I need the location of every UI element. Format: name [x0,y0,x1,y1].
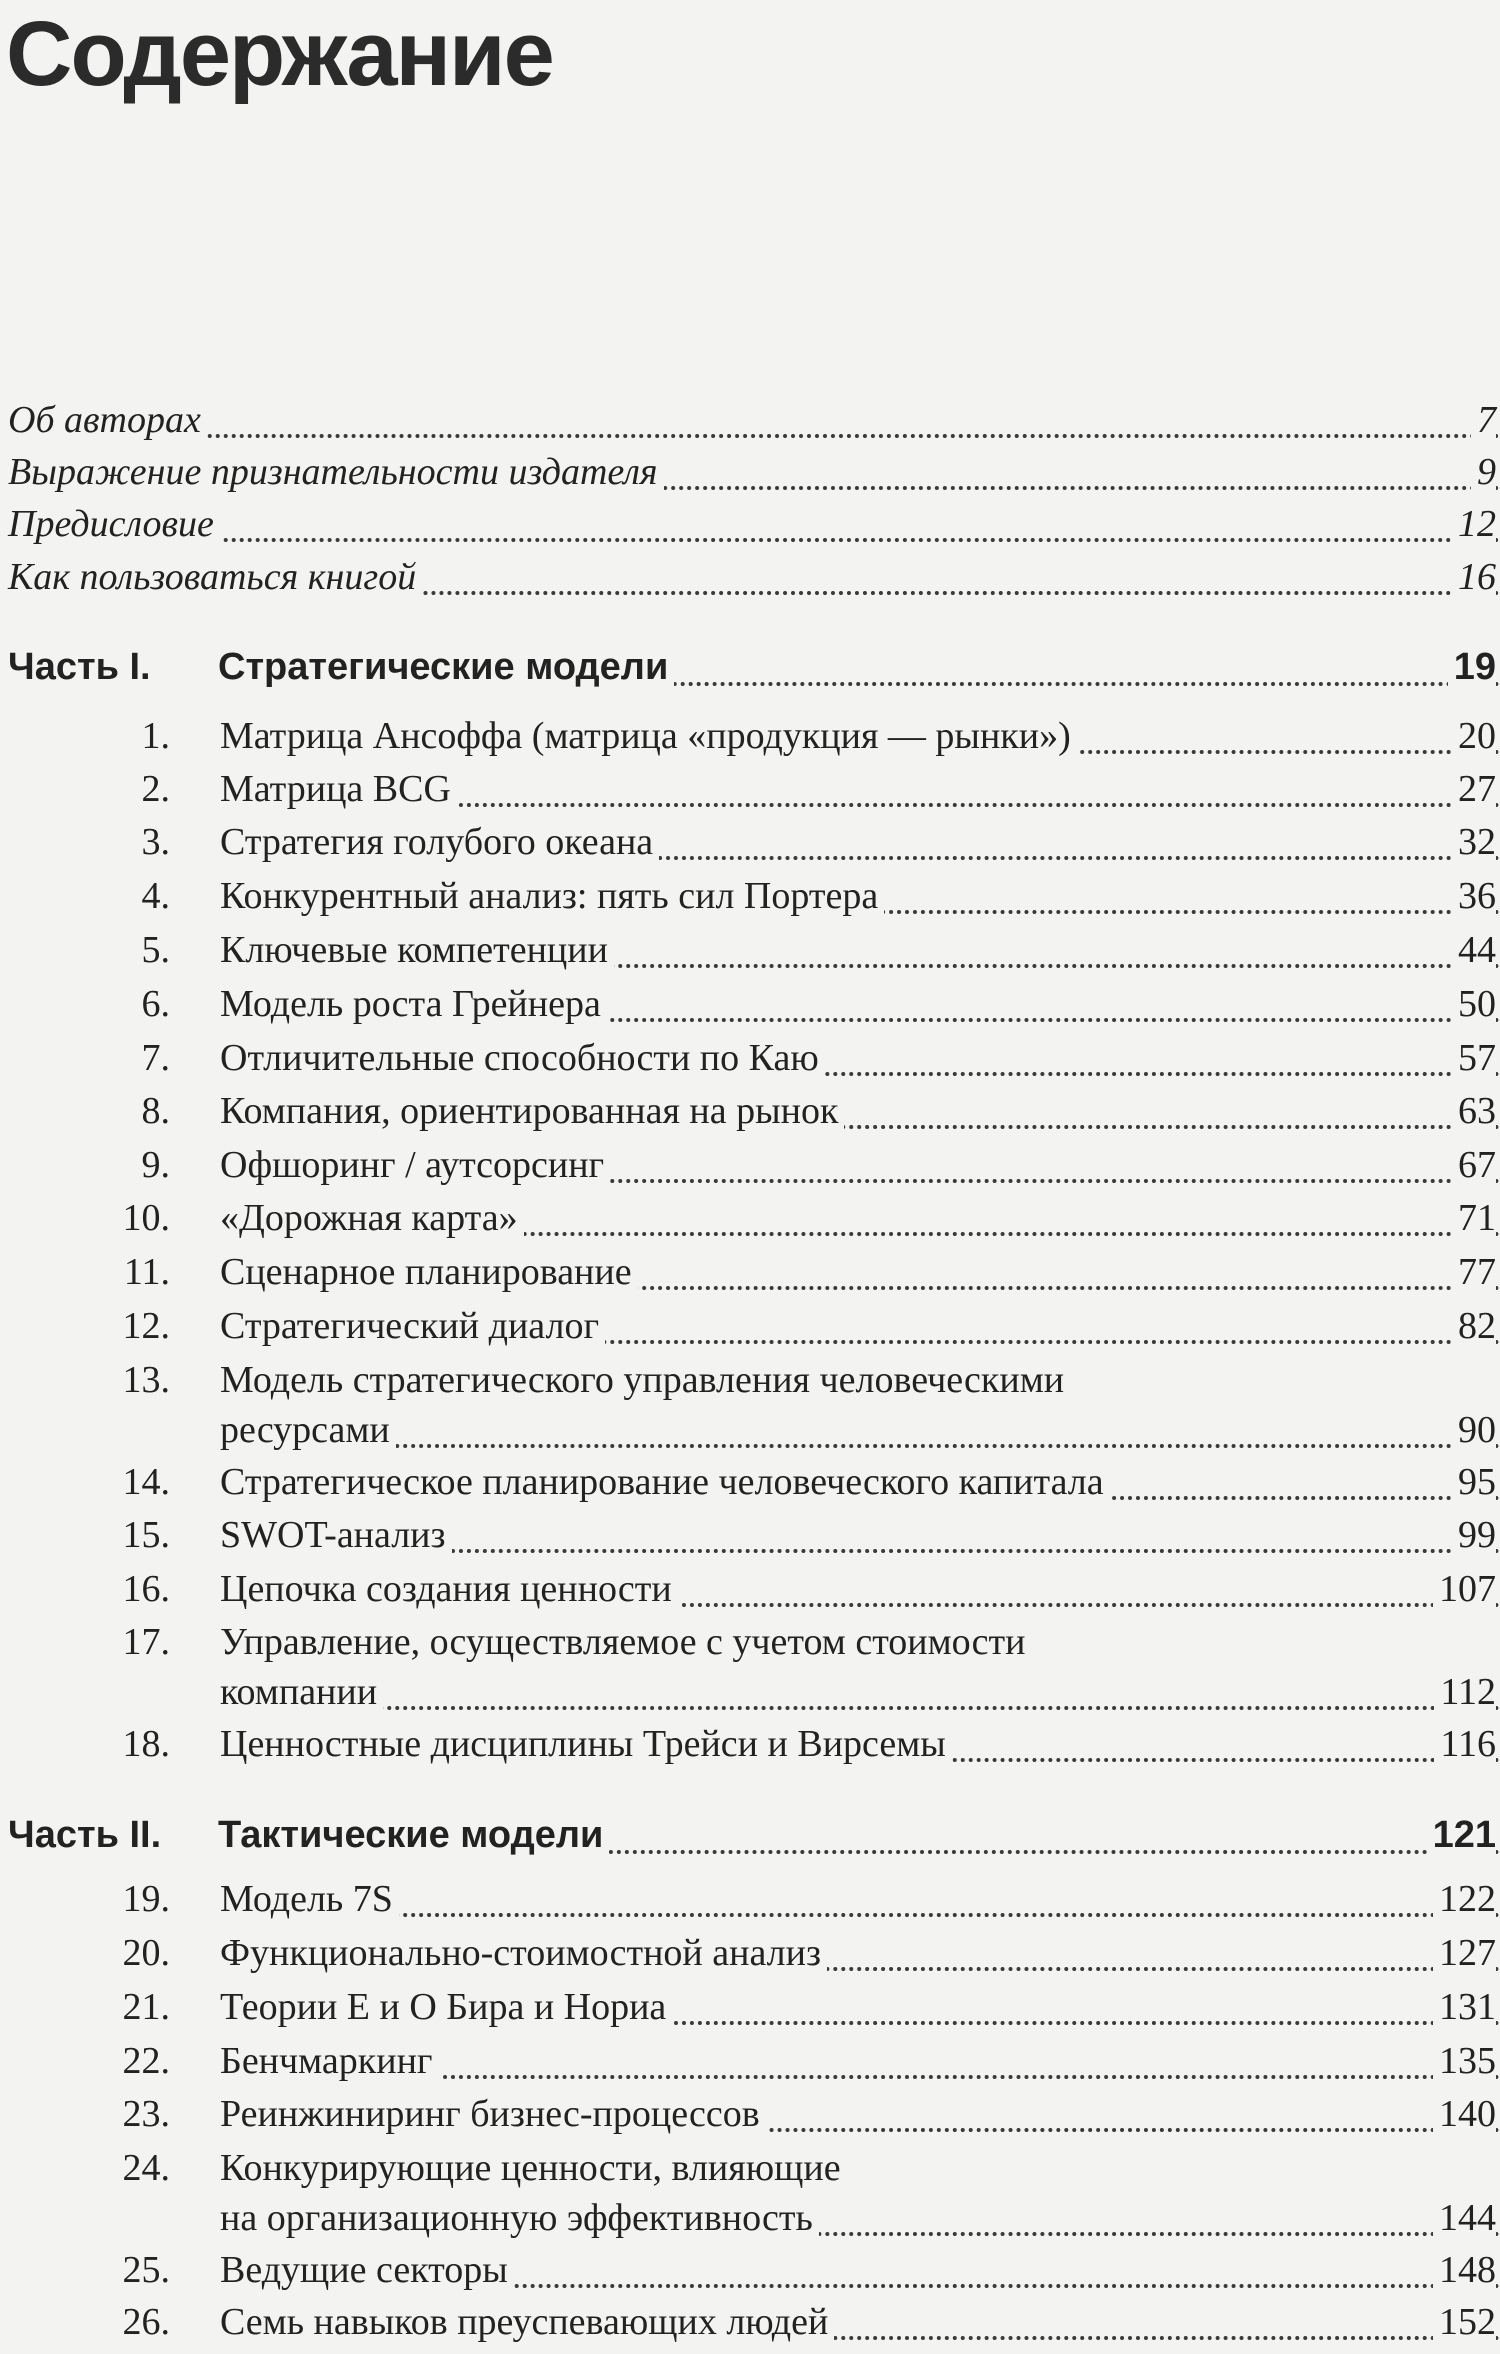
entry-title: Ключевые компетенции [220,928,614,972]
entry-title: Ведущие секторы [220,2248,514,2292]
entry-page-number: 90 [1452,1408,1496,1452]
entry-number: 16. [122,1568,170,1610]
entry-number: 6. [141,983,170,1025]
entry-page-number: 9 [1471,450,1496,494]
entry-page-number: 7 [1471,398,1496,442]
entry-title: Стратегия голубого океана [220,820,659,864]
entry-number: Часть I. [8,646,151,688]
entry-title: Модель 7S [220,1877,399,1921]
entry-title: Сценарное планирование [220,1250,638,1294]
entry-page-number: 107 [1433,1567,1496,1611]
entry-title: Цепочка создания ценности [220,1567,678,1611]
entry-page-number: 116 [1434,1722,1496,1766]
dot-leader [220,1706,1500,1710]
entry-title: Конкурентный анализ: пять сил Портера [220,874,884,918]
entry-number: 10. [122,1197,170,1239]
chapter-entry[interactable] [0,1358,1500,1458]
entry-title: Как пользоваться книгой [8,555,422,599]
entry-page-number: 122 [1433,1877,1496,1921]
entry-page-number: 140 [1433,2092,1496,2136]
page-title: Содержание [6,3,553,105]
entry-page-number: 71 [1452,1196,1496,1240]
entry-title: Модель стратегического управления человеческими [220,1358,1070,1402]
entry-title: Предисловие [8,502,220,546]
entry-title: Отличительные способности по Каю [220,1036,825,1080]
entry-number: 24. [122,2147,170,2189]
entry-page-number: 152 [1433,2300,1496,2344]
entry-number: 18. [122,1723,170,1765]
entry-page-number: 99 [1452,1513,1496,1557]
entry-number: 5. [141,929,170,971]
entry-page-number: 148 [1433,2248,1496,2292]
entry-title: Модель роста Грейнера [220,982,607,1026]
entry-leader-line [0,502,1500,552]
entry-page-number: 135 [1433,2039,1496,2083]
entry-number: 9. [141,1144,170,1186]
chapter-entry[interactable] [0,1620,1500,1720]
entry-number: 1. [141,715,170,757]
entry-page-number: 82 [1452,1304,1496,1348]
dot-leader [8,538,1500,542]
dot-leader [220,1913,1500,1917]
entry-number: 23. [122,2093,170,2135]
entry-number: 13. [122,1359,170,1401]
entry-page-number: 36 [1452,874,1496,918]
entry-page-number: 127 [1433,1931,1496,1975]
entry-title: Функционально-стоимостной анализ [220,1931,827,1975]
entry-title: Теории Е и О Бира и Нориа [220,1985,672,2029]
entry-page-number: 67 [1452,1143,1496,1187]
entry-leader-line [0,398,1500,448]
entry-number: 12. [122,1305,170,1347]
entry-page-number: 16 [1452,555,1496,599]
entry-number: 17. [122,1621,170,1663]
entry-title: Матрица BCG [220,767,457,811]
entry-title-continued: компании [220,1670,383,1714]
entry-title: Семь навыков преуспевающих людей [220,2300,834,2344]
entry-number: 7. [141,1037,170,1079]
entry-page-number: 131 [1433,1985,1496,2029]
entry-title: Стратегические модели [218,646,674,689]
entry-page-number: 95 [1452,1460,1496,1504]
entry-page-number: 27 [1452,767,1496,811]
entry-page-number: 44 [1452,928,1496,972]
entry-title: Ценностные дисциплины Трейси и Вирсемы [220,1722,952,1766]
entry-page-number: 12 [1452,502,1496,546]
entry-number: 22. [122,2040,170,2082]
entry-title-continued: на организационную эффективность [220,2196,819,2240]
entry-title: Об авторах [8,398,207,442]
entry-title: Конкурирующие ценности, влияющие [220,2146,847,2190]
entry-number: Часть II. [8,1814,162,1856]
entry-number: 19. [122,1878,170,1920]
entry-page-number: 57 [1452,1036,1496,1080]
entry-page-number: 77 [1452,1250,1496,1294]
entry-number: 25. [122,2249,170,2291]
entry-title: Тактические модели [218,1814,609,1857]
entry-title: Бенчмаркинг [220,2039,439,2083]
entry-title: «Дорожная карта» [220,1196,524,1240]
entry-title: Офшоринг / аутсорсинг [220,1143,610,1187]
entry-title: Компания, ориентированная на рынок [220,1089,844,1133]
chapter-entry[interactable] [0,2146,1500,2246]
entry-page-number: 121 [1427,1814,1496,1857]
entry-page-number: 50 [1452,982,1496,1026]
entry-number: 4. [141,875,170,917]
entry-number: 3. [141,821,170,863]
entry-page-number: 20 [1452,714,1496,758]
entry-number: 14. [122,1461,170,1503]
entry-title: Стратегический диалог [220,1304,605,1348]
entry-title: Реинжиниринг бизнес-процессов [220,2092,766,2136]
dot-leader [220,1444,1500,1448]
entry-title: SWOT-анализ [220,1513,452,1557]
entry-title: Матрица Ансоффа (матрица «продукция — рынки») [220,714,1077,758]
entry-page-number: 144 [1433,2196,1496,2240]
entry-title-continued: ресурсами [220,1408,396,1452]
entry-page-number: 112 [1434,1670,1496,1714]
dot-leader [8,434,1500,438]
entry-page-number: 32 [1452,820,1496,864]
entry-number: 21. [122,1986,170,2028]
entry-number: 2. [141,768,170,810]
entry-title: Управление, осуществляемое с учетом стоимости [220,1620,1031,1664]
entry-number: 11. [123,1251,170,1293]
entry-page-number: 63 [1452,1089,1496,1133]
entry-number: 8. [141,1090,170,1132]
entry-title: Стратегическое планирование человеческого капитала [220,1460,1110,1504]
entry-page-number: 19 [1448,646,1496,689]
entry-title: Выражение признательности издателя [8,450,664,494]
entry-number: 20. [122,1932,170,1974]
entry-number: 26. [122,2301,170,2343]
entry-number: 15. [122,1514,170,1556]
